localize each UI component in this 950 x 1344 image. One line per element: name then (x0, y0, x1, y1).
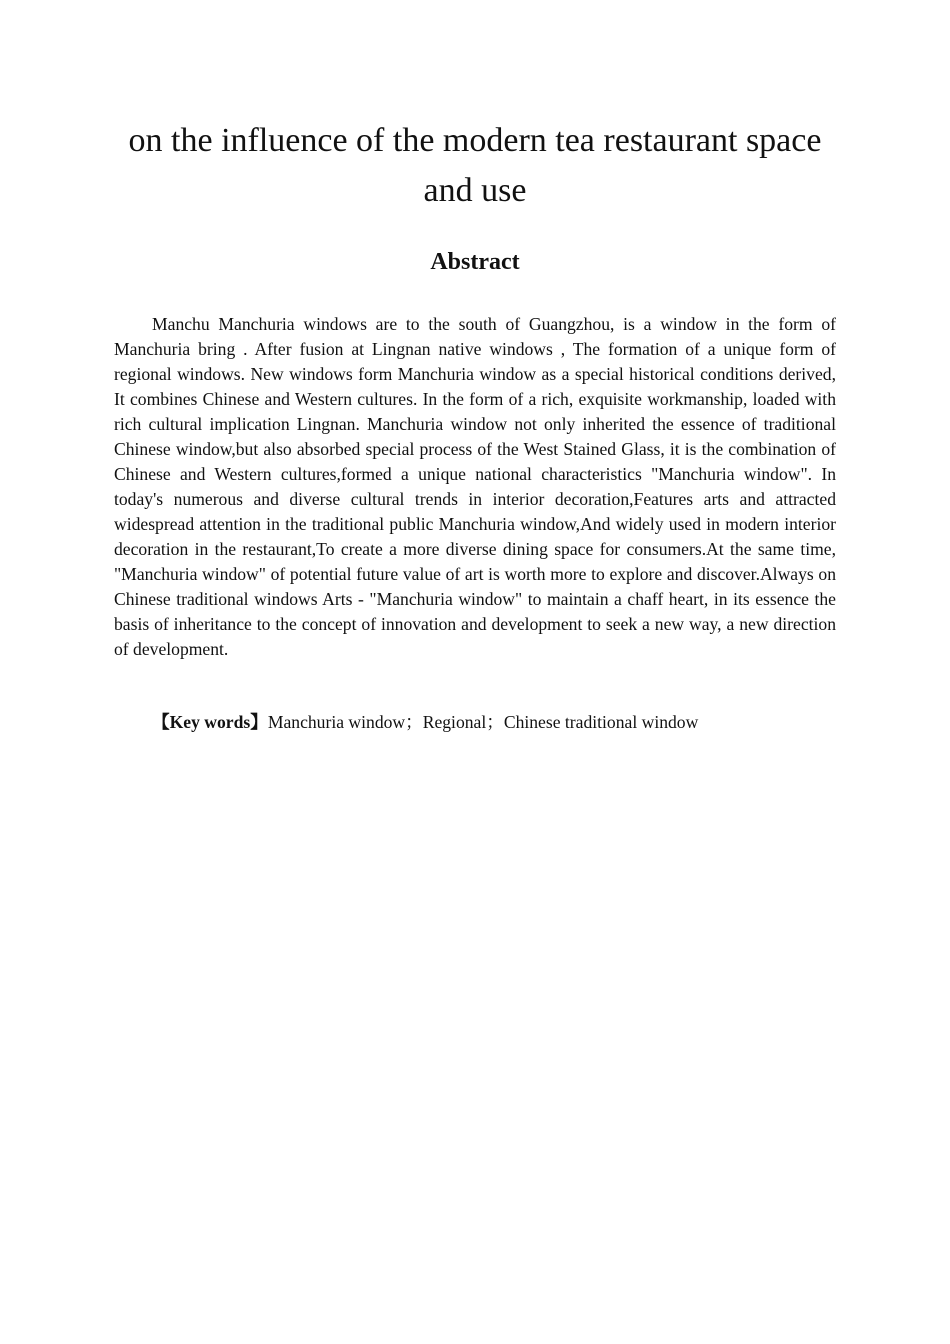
keywords-text: Manchuria window；Regional；Chinese traditional window (267, 712, 699, 732)
abstract-heading: Abstract (430, 249, 520, 275)
keywords-label: 【Key words】 (152, 712, 268, 732)
abstract-paragraph: Manchu Manchuria windows are to the south of Guangzhou, is a window in the form of Manchuria bring . After fusion at Lingnan native windows , The formation of a unique form of regional windows. New windows form Manchuria window as a special historical conditions derived, It combines Chinese and Western cultures. In the form of a rich, exquisite workmanship, loaded with rich cultural implication Lingnan. Manchuria window not only inherited the essence of traditional Chinese window,but also absorbed special process of the West Stained Glass, it is the combination of Chinese and Western cultures,formed a unique national characteristics "Manchuria window". In today's numerous and diverse cultural trends in interior decoration,Features arts and attracted widespread attention in the traditional public Manchuria window,And widely used in modern interior decoration in the restaurant,To create a more diverse dining space for consumers.At the same time, "Manchuria window" of potential future value of art is worth more to explore and discover.Always on Chinese traditional windows Arts - "Manchuria window" to maintain a chaff heart, in its essence the basis of inheritance to the concept of innovation and development to seek a new way, a new direction of development. (114, 314, 836, 659)
keywords-line (114, 710, 836, 735)
page-title: on the influence of the modern tea restaurant space and use (128, 122, 822, 209)
